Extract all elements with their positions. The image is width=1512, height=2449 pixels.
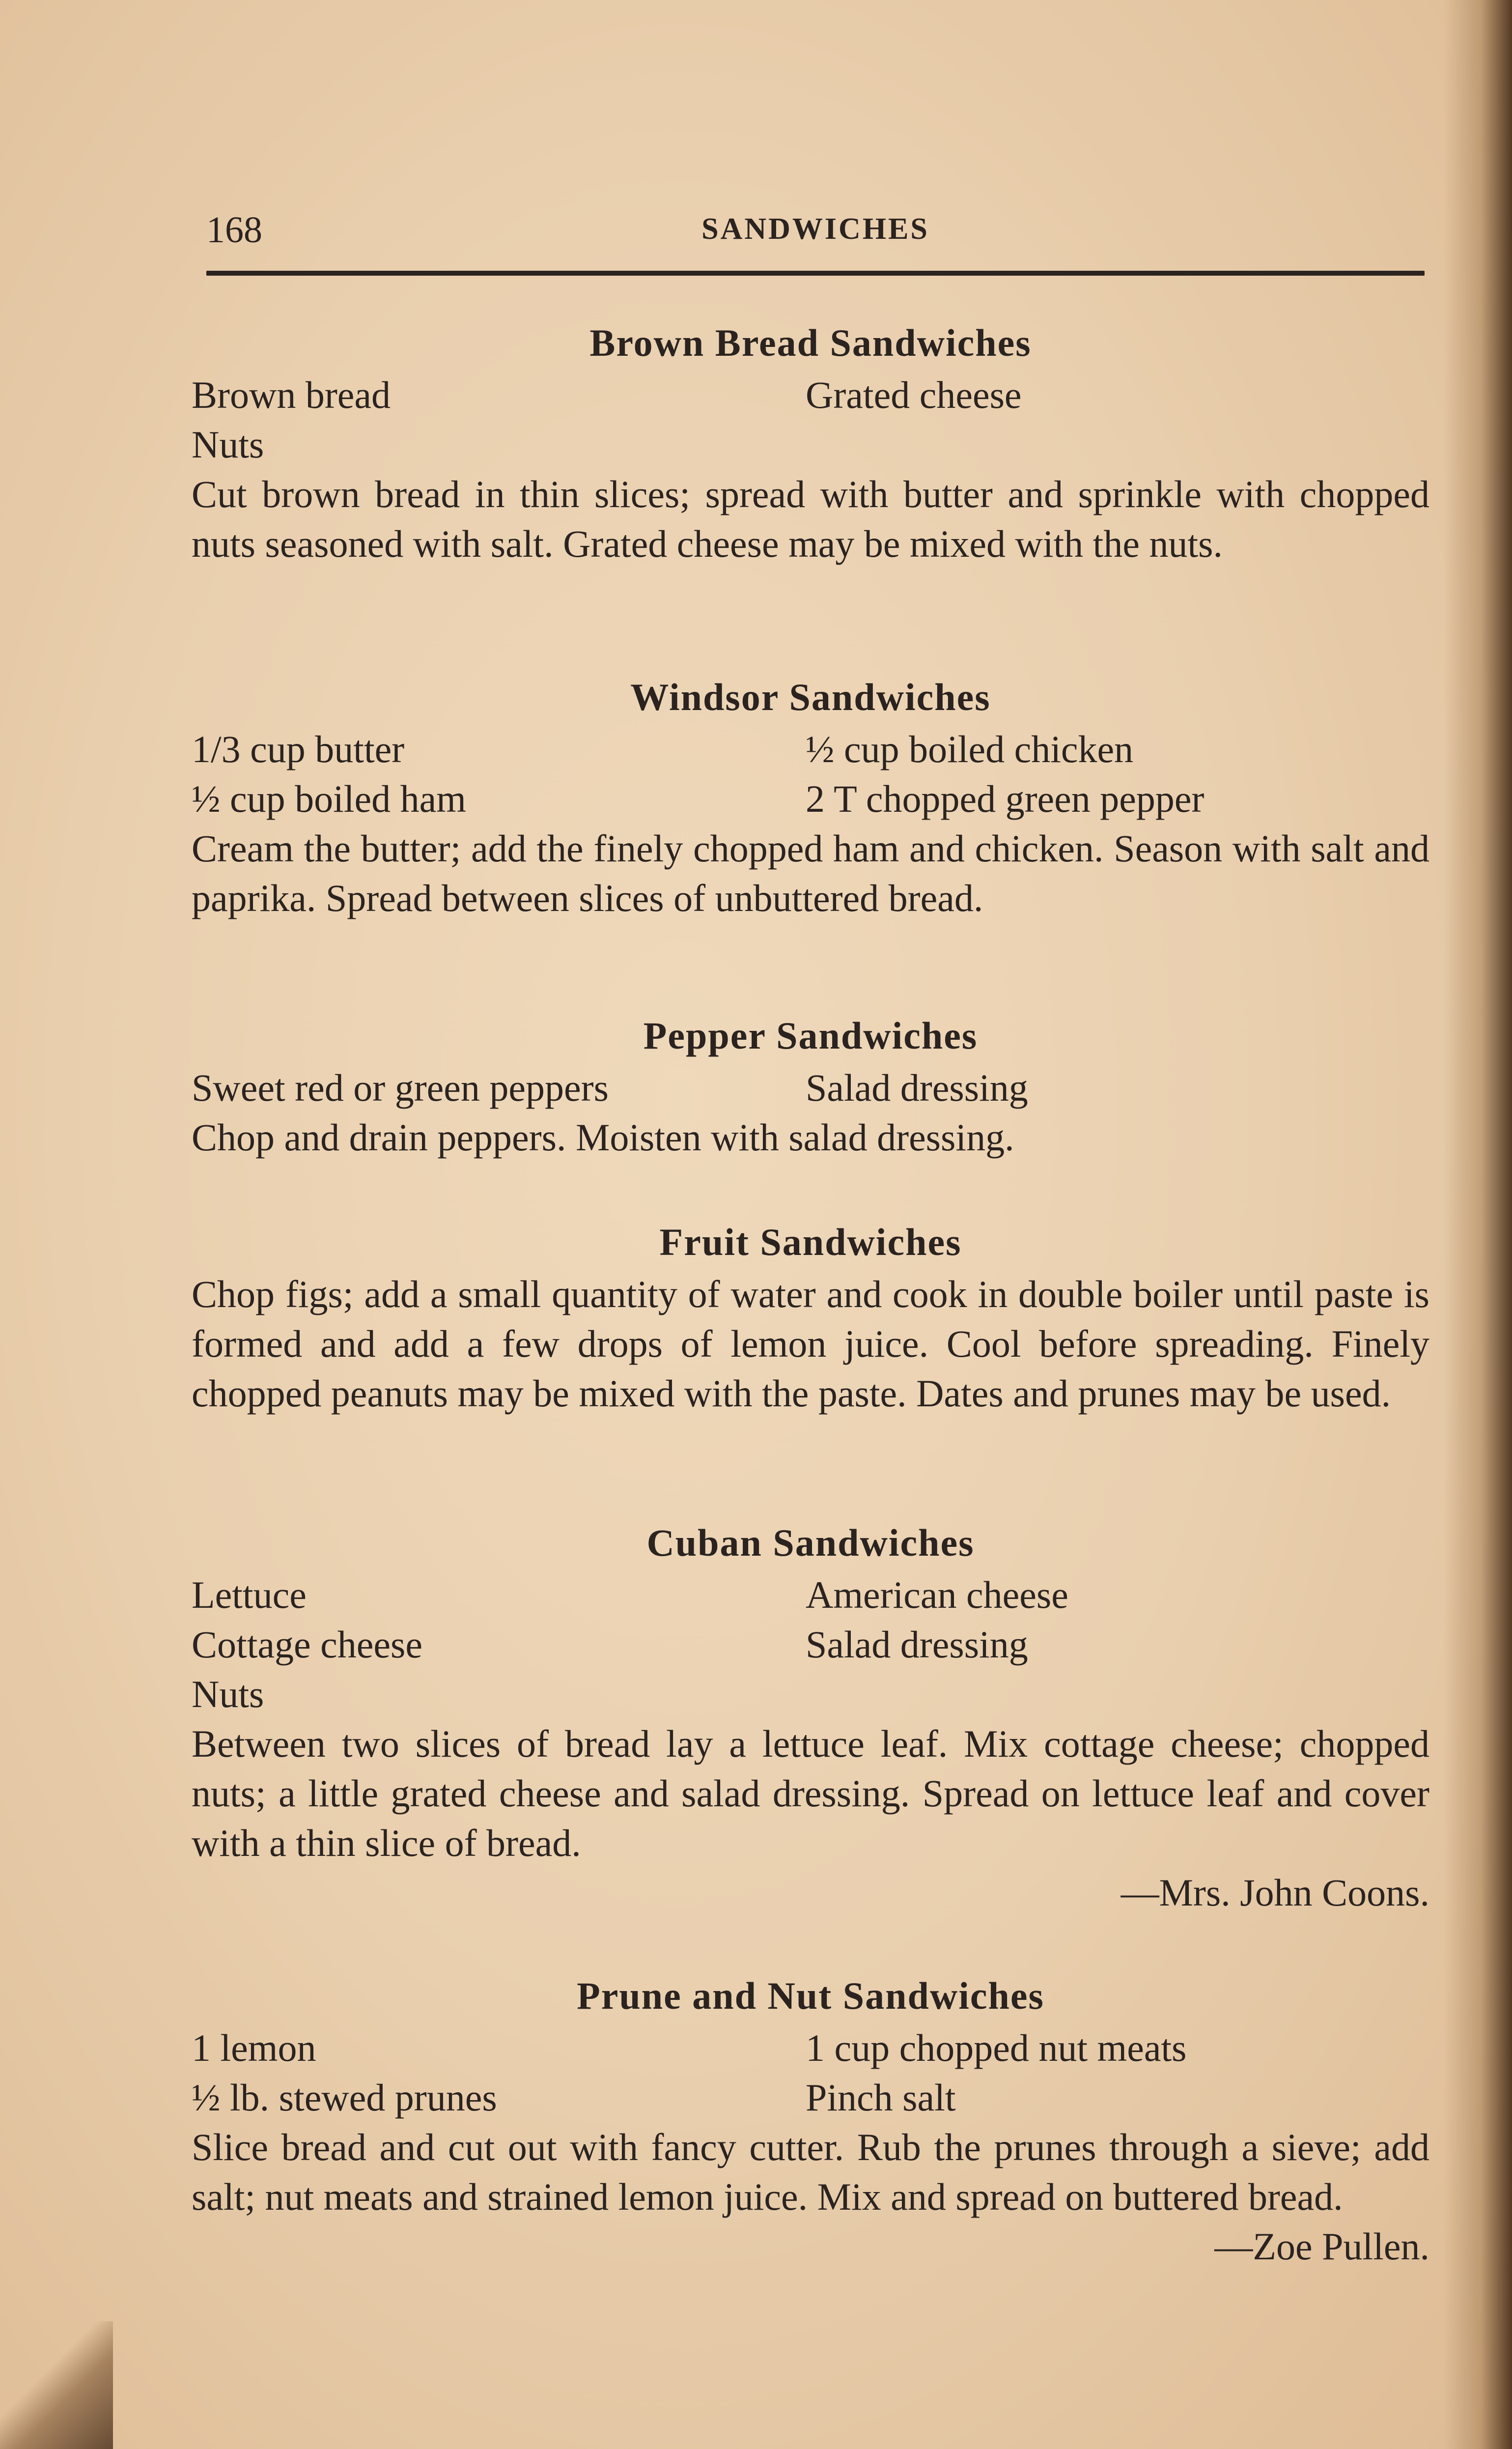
ingredient-row bbox=[192, 774, 1429, 824]
recipe-instructions: Cut brown bread in thin slices; spread with butter and sprinkle with chopped nuts seasoned with salt. Grated cheese may be mixed with the nuts. bbox=[192, 473, 1429, 565]
recipe-title: Cuban Sandwiches bbox=[646, 1521, 975, 1564]
recipe-title: Pepper Sandwiches bbox=[643, 1014, 978, 1057]
ingredient: Lettuce bbox=[192, 1573, 307, 1616]
recipe-fruit bbox=[192, 1215, 1429, 1418]
ingredient: ½ cup boiled ham bbox=[192, 777, 466, 820]
ingredient: 2 T chopped green pepper bbox=[806, 777, 1204, 820]
recipe-title: Windsor Sandwiches bbox=[630, 676, 991, 718]
ingredient: 1/3 cup butter bbox=[192, 728, 405, 770]
page-corner-fold bbox=[0, 2321, 113, 2449]
page-header bbox=[206, 209, 1425, 253]
recipe-instructions: Chop figs; add a small quantity of water and cook in double boiler until paste is formed and add a few drops of lemon juice. Cool before spreading. Finely chopped peanuts may be mixed with the paste. Dates and prunes may be used. bbox=[192, 1273, 1429, 1415]
ingredient-row bbox=[192, 2023, 1429, 2073]
recipe-cuban bbox=[192, 1516, 1429, 1917]
ingredient: Salad dressing bbox=[806, 1623, 1028, 1666]
ingredient: 1 cup chopped nut meats bbox=[806, 2026, 1187, 2069]
recipe-title: Prune and Nut Sandwiches bbox=[577, 1974, 1044, 2017]
ingredient: Cottage cheese bbox=[192, 1623, 422, 1666]
recipe-title: Brown Bread Sandwiches bbox=[589, 321, 1032, 364]
recipe-instructions: Chop and drain peppers. Moisten with salad dressing. bbox=[192, 1116, 1014, 1159]
ingredient: Salad dressing bbox=[806, 1066, 1028, 1109]
ingredient: ½ cup boiled chicken bbox=[806, 728, 1134, 770]
ingredient: Nuts bbox=[192, 1673, 264, 1715]
ingredient: Nuts bbox=[192, 423, 264, 466]
ingredient: 1 lemon bbox=[192, 2026, 316, 2069]
recipe-pepper bbox=[192, 1009, 1429, 1162]
recipe-instructions: Cream the butter; add the finely chopped ham and chicken. Season with salt and paprika. Spread between slices of unbuttered bread. bbox=[192, 827, 1429, 919]
attribution: —Mrs. John Coons. bbox=[1120, 1871, 1429, 1914]
recipe-instructions: Slice bread and cut out with fancy cutter. Rub the prunes through a sieve; add salt; nut meats and strained lemon juice. Mix and spread on buttered bread. bbox=[192, 2126, 1429, 2218]
ingredient-row bbox=[192, 420, 1429, 469]
ingredient-row bbox=[192, 370, 1429, 420]
book-spine-shadow bbox=[1443, 0, 1512, 2449]
recipe-instructions: Between two slices of bread lay a lettuce leaf. Mix cottage cheese; chopped nuts; a little grated cheese and salad dressing. Spread on lettuce leaf and cover with a thin slice of bread. bbox=[192, 1722, 1429, 1864]
ingredient: Pinch salt bbox=[806, 2076, 956, 2119]
ingredient-row bbox=[192, 1669, 1429, 1719]
ingredient-row bbox=[192, 724, 1429, 774]
ingredient: Sweet red or green peppers bbox=[192, 1066, 609, 1109]
recipe-brown-bread bbox=[192, 316, 1429, 569]
recipe-windsor bbox=[192, 670, 1429, 923]
page-number: 168 bbox=[206, 209, 262, 251]
ingredient-row bbox=[192, 1620, 1429, 1669]
header-rule bbox=[206, 271, 1425, 276]
ingredient: Grated cheese bbox=[806, 373, 1022, 416]
ingredient: ½ lb. stewed prunes bbox=[192, 2076, 497, 2119]
ingredient-row bbox=[192, 1570, 1429, 1620]
ingredient-row bbox=[192, 2073, 1429, 2122]
recipe-title: Fruit Sandwiches bbox=[659, 1221, 962, 1263]
ingredient-row bbox=[192, 1063, 1429, 1112]
attribution: —Zoe Pullen. bbox=[1214, 2225, 1429, 2268]
recipe-prune-nut bbox=[192, 1969, 1429, 2271]
ingredient: Brown bread bbox=[192, 373, 391, 416]
ingredient: American cheese bbox=[806, 1573, 1068, 1616]
running-head: SANDWICHES bbox=[701, 212, 929, 246]
